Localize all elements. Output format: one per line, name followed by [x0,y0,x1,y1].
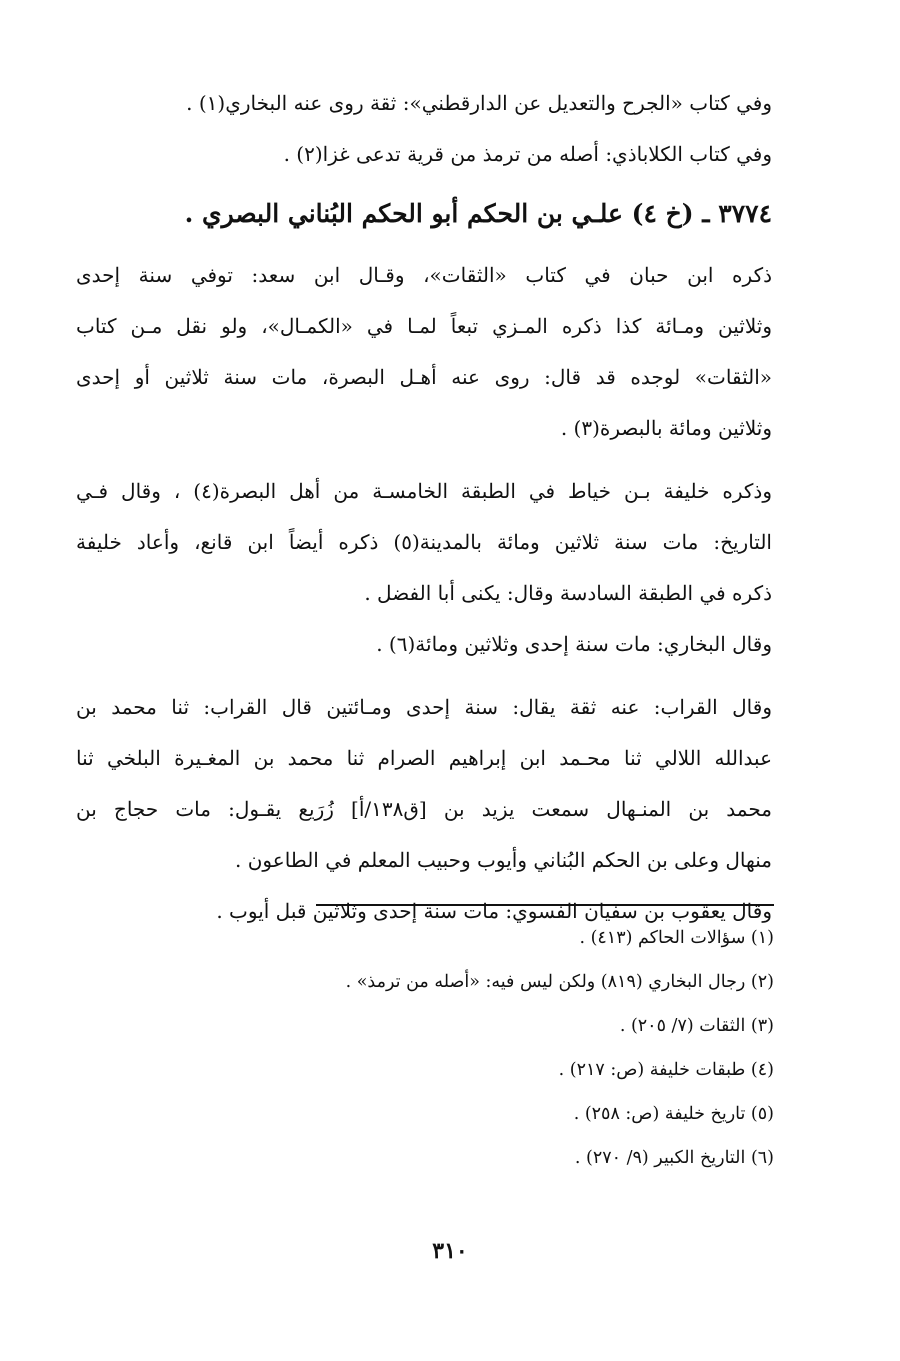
paragraph-3 [76,619,772,670]
text-line: وثلاثين ومائة بالبصرة(٣) . [560,416,772,440]
footnote-4: (٤) طبقات خليفة (ص: ٢١٧) . [558,1060,774,1080]
main-text [76,78,772,937]
text-line: وقال يعقوب بن سفيان الفسوي: مات سنة إحدى وثلاثين قبل أيوب . [216,899,772,923]
paragraph-2 [76,466,772,619]
paragraph-4 [76,682,772,886]
text-line: التاريخ: مات سنة ثلاثين ومائة بالمدينة(٥) ذكره أيضاً ابن قانع، وأعاد خليفة [76,530,772,554]
intro-line-2: وفي كتاب الكلاباذي: أصله من ترمذ من قرية تدعى غزا(٢) . [283,142,772,166]
footnote-5: (٥) تاريخ خليفة (ص: ٢٥٨) . [573,1104,774,1124]
footnote-2: (٢) رجال البخاري (٨١٩) ولكن ليس فيه: «أصله من ترمذ» . [345,972,774,992]
footnotes [316,916,774,1180]
paragraph-1 [76,250,772,454]
entry-heading: ٣٧٧٤ ـ (خ ٤) علـي بن الحكم أبو الحكم البُناني البصري . [184,199,772,228]
footnote-6: (٦) التاريخ الكبير (٩/ ٢٧٠) . [574,1148,774,1168]
text-line: ذكره ابن حبان في كتاب «الثقات»، وقـال ابن سعد: توفي سنة إحدى [76,263,772,287]
footnote-3: (٣) الثقات (٧/ ٢٠٥) . [619,1016,774,1036]
text-line: «الثقات» لوجده قد قال: روى عنه أهـل البصرة، مات سنة ثلاثين أو إحدى [76,365,772,389]
text-line: ذكره في الطبقة السادسة وقال: يكنى أبا الفضل . [364,581,772,605]
page-number: ٣١٠ [432,1238,468,1264]
text-line: وذكره خليفة بـن خياط في الطبقة الخامسـة من أهل البصرة(٤) ، وقال فـي [76,479,772,503]
text-line: وثلاثين ومـائة كذا ذكره المـزي تبعاً لمـا في «الكمـال»، ولو نقل مـن كتاب [76,314,772,338]
text-line: محمد بن المنـهال سمعت يزيد بن [ق١٣٨/أ] زُرَيع يقـول: مات حجاج بن [76,797,772,821]
text-line: عبدالله اللالي ثنا محـمد ابن إبراهيم الصرام ثنا محمد بن المغـيرة البلخي ثنا [76,746,772,770]
footnote-1: (١) سؤالات الحاكم (٤١٣) . [579,928,774,948]
intro-line-1: وفي كتاب «الجرح والتعديل عن الدارقطني»: ثقة روى عنه البخاري(١) . [186,91,772,115]
footnote-divider [316,904,774,906]
text-line: منهال وعلى بن الحكم البُناني وأيوب وحبيب المعلم في الطاعون . [235,848,772,872]
text-line: وقال البخاري: مات سنة إحدى وثلاثين ومائة(٦) . [376,632,772,656]
text-line: وقال القراب: عنه ثقة يقال: سنة إحدى ومـائتين قال القراب: ثنا محمد بن [76,695,772,719]
